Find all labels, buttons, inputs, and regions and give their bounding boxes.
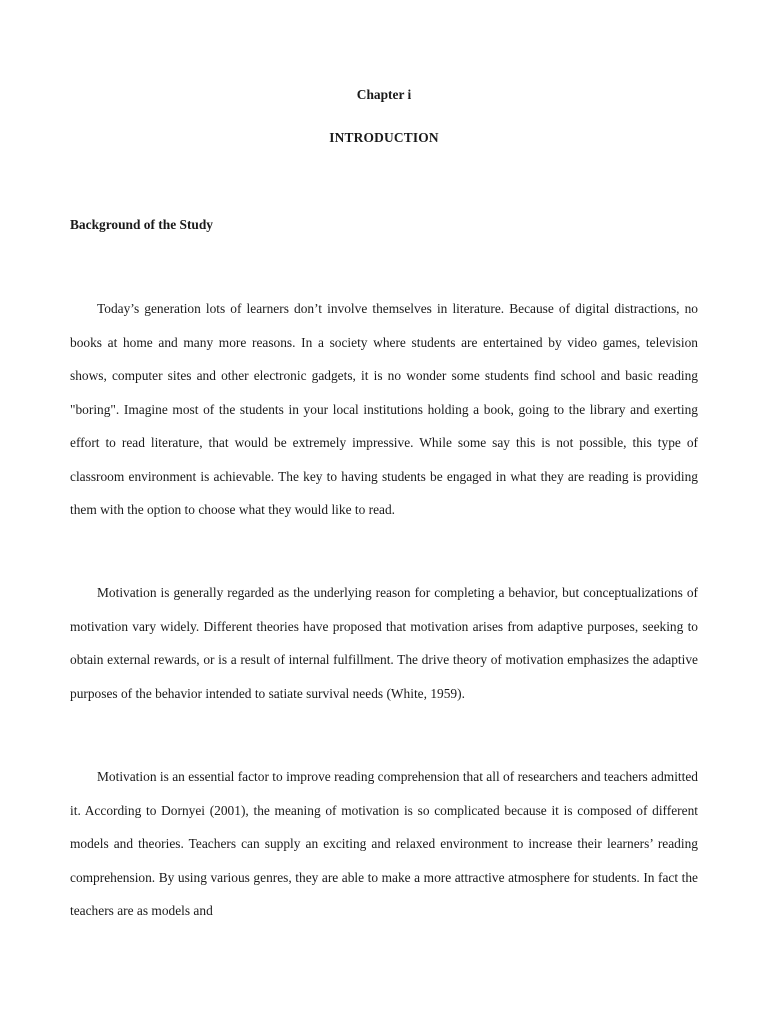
body-paragraph: Today’s generation lots of learners don’t involve themselves in literature. Because of digital distractions, no books at home and many more reasons. In a society where students are entertained by video games, television shows, computer sites and other electronic gadgets, it is no wonder some students find school and basic reading "boring". Imagine most of the students in your local institutions holding a book, going to the library and exerting effort to read literature, that would be extremely impressive. While some say this is not possible, this type of classroom environment is achievable. The key to having students be engaged in what they are reading is providing them with the option to choose what they would like to read. [70,301,698,517]
chapter-label: Chapter i [356,87,412,102]
chapter-title: INTRODUCTION [329,130,439,145]
body-paragraph: Motivation is generally regarded as the underlying reason for completing a behavior, but conceptualizations of motivation vary widely. Different theories have proposed that motivation arises from adaptive purposes, seeking to obtain external rewards, or is a result of internal fulfillment. The drive theory of motivation emphasizes the adaptive purposes of the behavior intended to satiate survival needs (White, 1959). [70,585,698,701]
body-paragraph: Motivation is an essential factor to improve reading comprehension that all of researchers and teachers admitted it. According to Dornyei (2001), the meaning of motivation is so complicated because it is composed of different models and theories. Teachers can supply an exciting and relaxed environment to increase their learners’ reading comprehension. By using various genres, they are able to make a more attractive atmosphere for students. In fact the teachers are as models and [70,769,698,918]
section-heading: Background of the Study [70,217,213,232]
